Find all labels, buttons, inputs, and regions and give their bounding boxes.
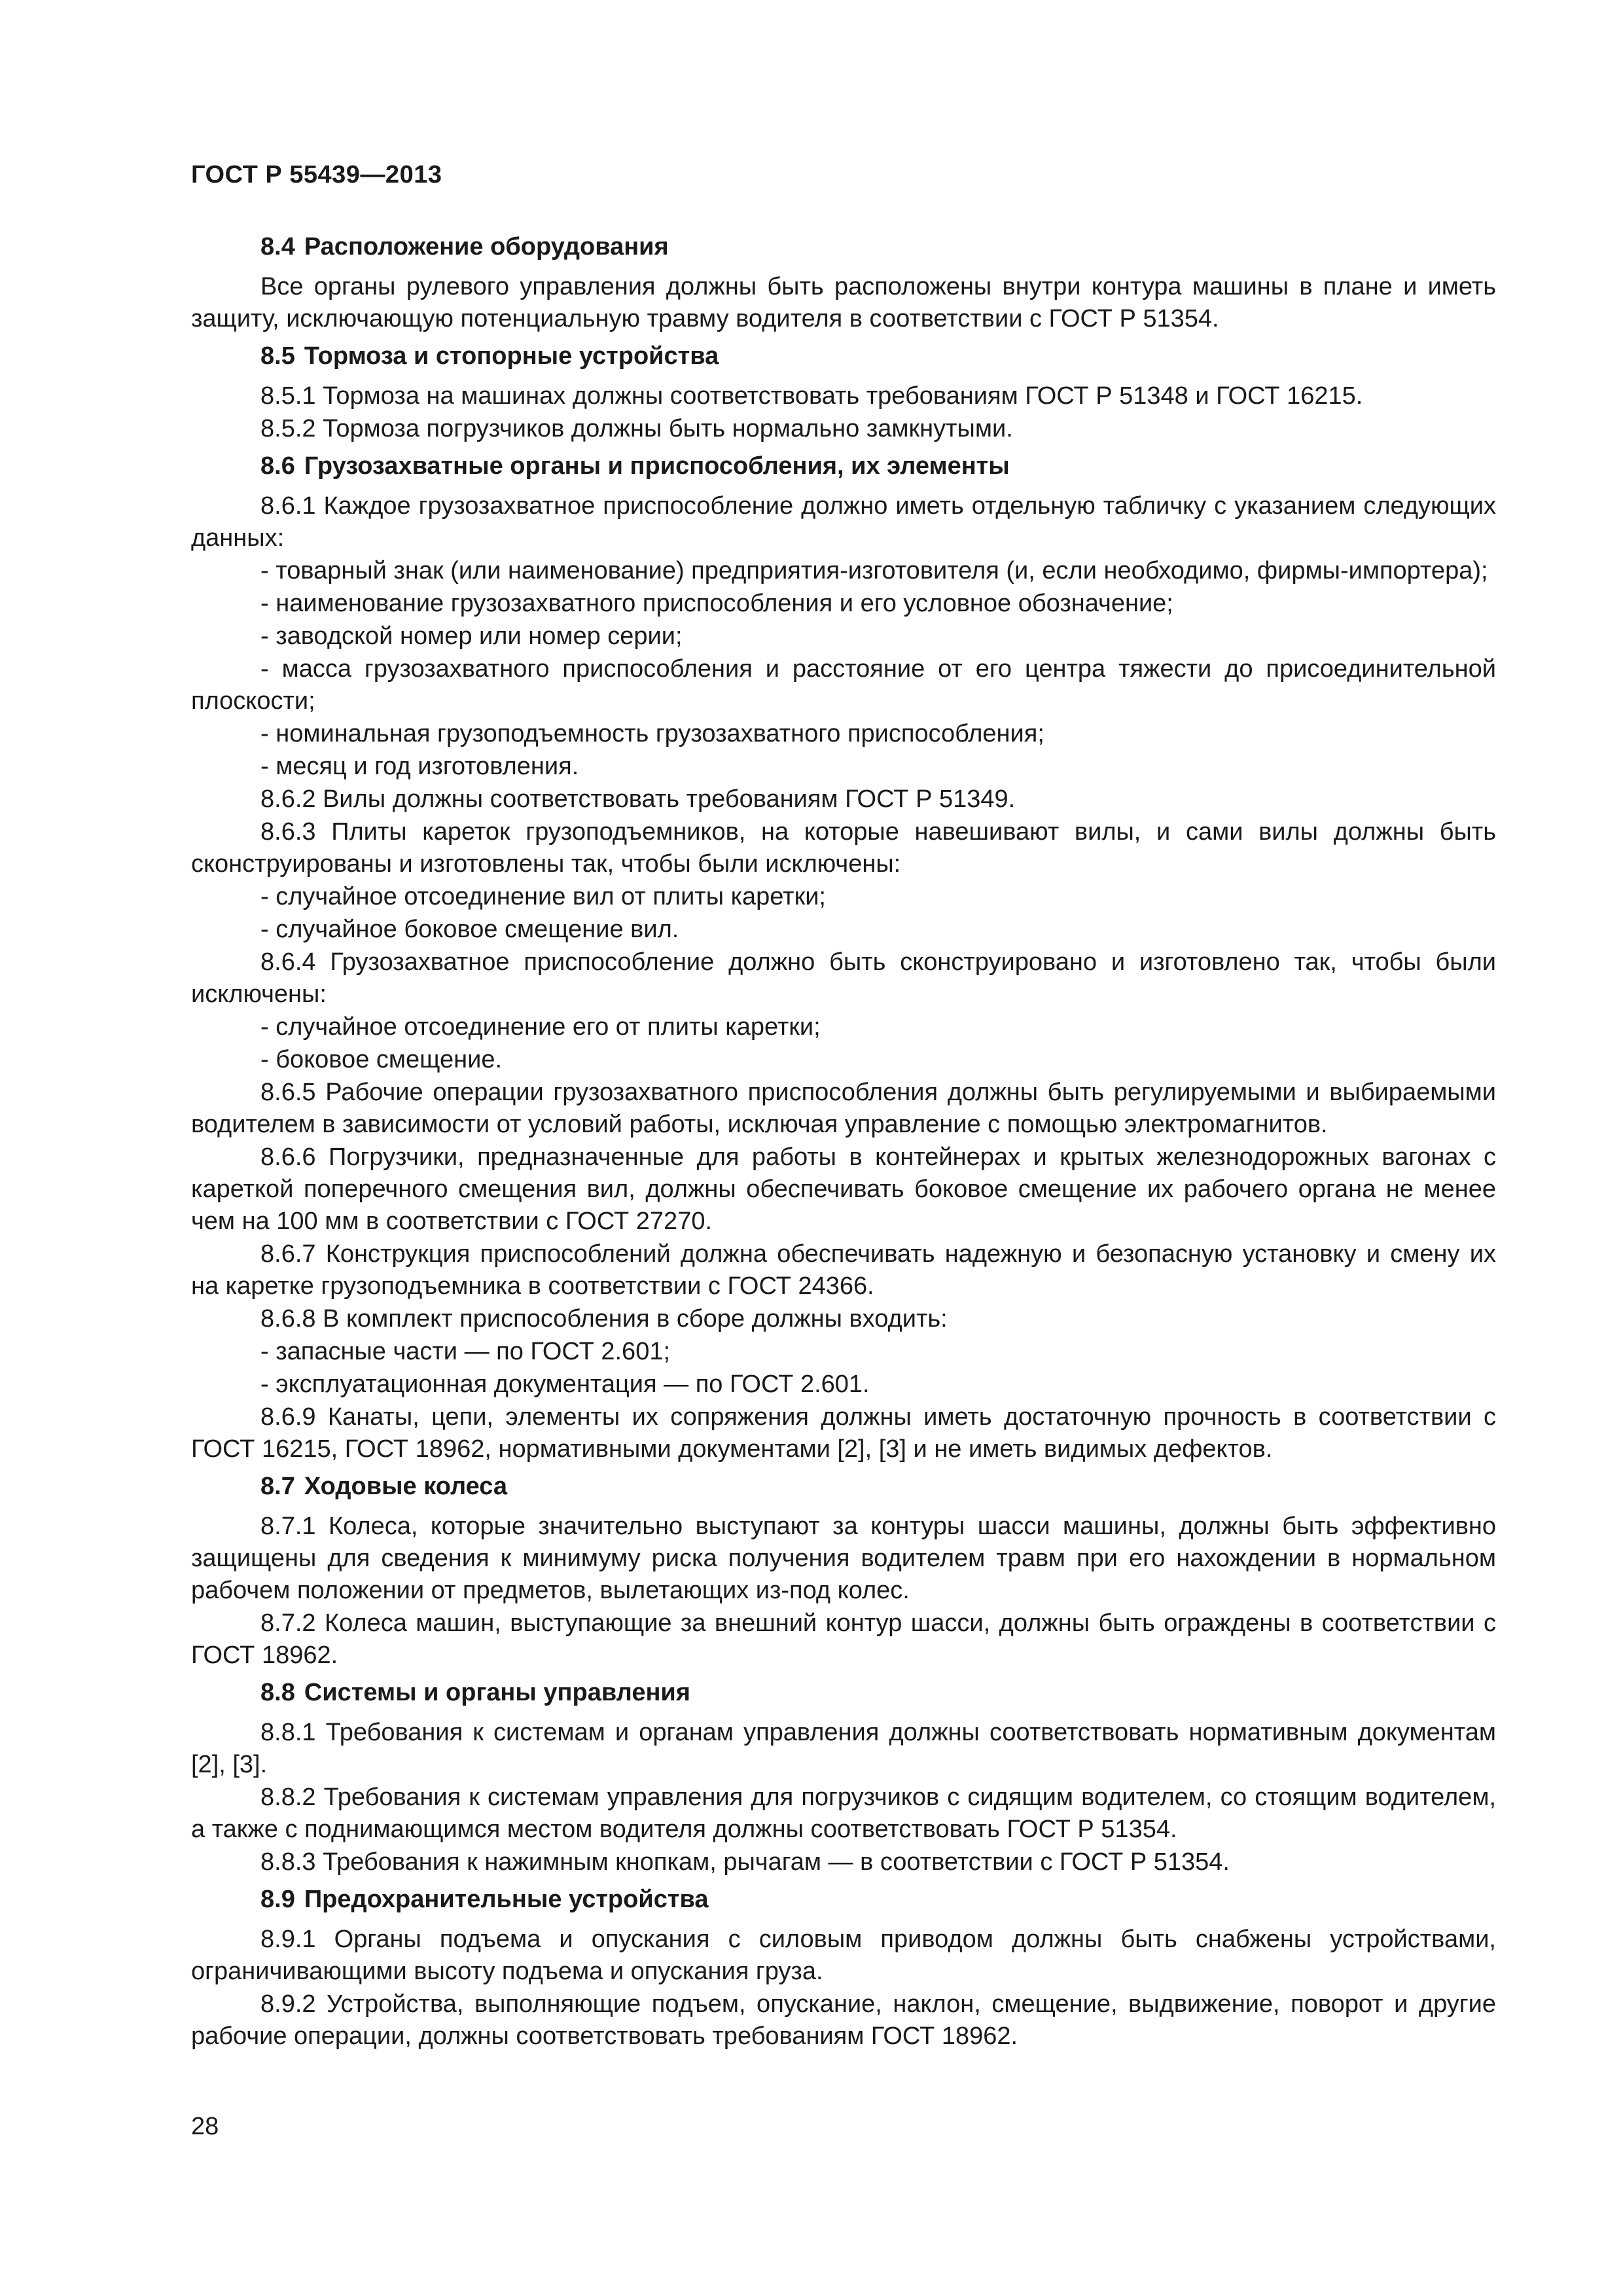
section-heading-8-8 (191, 1677, 1496, 1709)
list-item: - случайное отсоединение его от плиты каретки; (260, 1013, 821, 1041)
paragraph: 8.8.3 Требования к нажимным кнопкам, рычагам — в соответствии с ГОСТ Р 51354. (260, 1848, 1230, 1876)
section-title: Системы и органы управления (304, 1679, 690, 1706)
section-number: 8.9 (260, 1886, 295, 1913)
paragraph: 8.6.7 Конструкция приспособлений должна обеспечивать надежную и безопасную установку и смену их на каретке грузоподъемника в соответствии с ГОСТ 24366. (191, 1240, 1496, 1300)
section-title: Ходовые колеса (304, 1473, 508, 1500)
paragraph: 8.6.4 Грузозахватное приспособление должно быть сконструировано и изготовлено так, чтобы были исключены: (191, 948, 1496, 1008)
list-item: - запасные части — по ГОСТ 2.601; (260, 1338, 671, 1365)
document-body (191, 226, 1496, 2053)
list-item: - номинальная грузоподъемность грузозахватного приспособления; (260, 720, 1044, 747)
list-item: - наименование грузозахватного приспособления и его условное обозначение; (260, 590, 1173, 617)
list-item: - заводской номер или номер серии; (260, 622, 683, 650)
section-title: Грузозахватные органы и приспособления, их элементы (304, 452, 1010, 480)
section-heading-8-6 (191, 450, 1496, 482)
list-item: - масса грузозахватного приспособления и расстояние от его центра тяжести до присоединительной плоскости; (191, 655, 1496, 715)
list-item: - случайное отсоединение вил от плиты каретки; (260, 883, 826, 910)
section-number: 8.6 (260, 452, 295, 480)
section-number: 8.8 (260, 1679, 295, 1706)
page-number: 28 (191, 2113, 219, 2140)
paragraph: 8.8.2 Требования к системам управления для погрузчиков с сидящим водителем, со стоящим водителем, а также с поднимающимся местом водителя должны соответствовать ГОСТ Р 51354. (191, 1784, 1496, 1843)
paragraph: 8.6.8 В комплект приспособления в сборе должны входить: (260, 1305, 948, 1333)
list-item: - товарный знак (или наименование) предприятия-изготовителя (и, если необходимо, фирмы-импортера); (260, 557, 1488, 584)
paragraph: 8.5.2 Тормоза погрузчиков должны быть нормально замкнутыми. (260, 415, 1013, 442)
paragraph: 8.6.1 Каждое грузозахватное приспособление должно иметь отдельную табличку с указанием следующих данных: (191, 492, 1496, 552)
document-header: ГОСТ Р 55439—2013 (191, 161, 442, 188)
paragraph: Все органы рулевого управления должны быть расположены внутри контура машины в плане и иметь защиту, исключающую потенциальную травму водителя в соответствии с ГОСТ Р 51354. (191, 273, 1496, 332)
section-number: 8.7 (260, 1473, 295, 1500)
list-item: - случайное боковое смещение вил. (260, 916, 679, 943)
paragraph: 8.5.1 Тормоза на машинах должны соответствовать требованиям ГОСТ Р 51348 и ГОСТ 16215. (260, 382, 1363, 410)
paragraph: 8.7.1 Колеса, которые значительно выступают за контуры шасси машины, должны быть эффективно защищены для сведения к минимуму риска получения водителем травм при его нахождении в нормальном рабочем положении от предметов, вылетающих из-под колес. (191, 1513, 1496, 1604)
paragraph: 8.9.1 Органы подъема и опускания с силовым приводом должны быть снабжены устройствами, ограничивающими высоту подъема и опускания груза. (191, 1926, 1496, 1985)
paragraph: 8.6.2 Вилы должны соответствовать требованиям ГОСТ Р 51349. (260, 785, 1016, 813)
list-item: - месяц и год изготовления. (260, 753, 579, 780)
section-title: Предохранительные устройства (304, 1886, 709, 1913)
paragraph: 8.8.1 Требования к системам и органам управления должны соответствовать нормативным документам [2], [3]. (191, 1719, 1496, 1778)
list-item: - боковое смещение. (260, 1046, 503, 1073)
paragraph: 8.6.6 Погрузчики, предназначенные для работы в контейнерах и крытых железнодорожных вагонах с кареткой поперечного смещения вил, должны обеспечивать боковое смещение их рабочего органа не менее чем на 100 мм в соответствии с ГОСТ 27270. (191, 1143, 1496, 1235)
section-number: 8.5 (260, 342, 295, 370)
section-heading-8-7 (191, 1471, 1496, 1503)
section-number: 8.4 (260, 233, 295, 260)
paragraph: 8.6.3 Плиты кареток грузоподъемников, на которые навешивают вилы, и сами вилы должны быть сконструированы и изготовлены так, чтобы были исключены: (191, 818, 1496, 878)
section-title: Тормоза и стопорные устройства (304, 342, 719, 370)
section-title: Расположение оборудования (304, 233, 669, 260)
paragraph: 8.6.9 Канаты, цепи, элементы их сопряжения должны иметь достаточную прочность в соответствии с ГОСТ 16215, ГОСТ 18962, нормативными документами [2], [3] и не иметь видимых дефектов. (191, 1403, 1496, 1463)
paragraph: 8.7.2 Колеса машин, выступающие за внешний контур шасси, должны быть ограждены в соответствии с ГОСТ 18962. (191, 1609, 1496, 1669)
paragraph: 8.6.5 Рабочие операции грузозахватного приспособления должны быть регулируемыми и выбираемыми водителем в зависимости от условий работы, исключая управление с помощью электромагнитов. (191, 1079, 1496, 1138)
paragraph: 8.9.2 Устройства, выполняющие подъем, опускание, наклон, смещение, выдвижение, поворот и другие рабочие операции, должны соответствовать требованиям ГОСТ 18962. (191, 1990, 1496, 2050)
section-heading-8-9 (191, 1884, 1496, 1916)
list-item: - эксплуатационная документация — по ГОСТ 2.601. (260, 1371, 870, 1398)
section-heading-8-4 (191, 231, 1496, 263)
section-heading-8-5 (191, 340, 1496, 372)
